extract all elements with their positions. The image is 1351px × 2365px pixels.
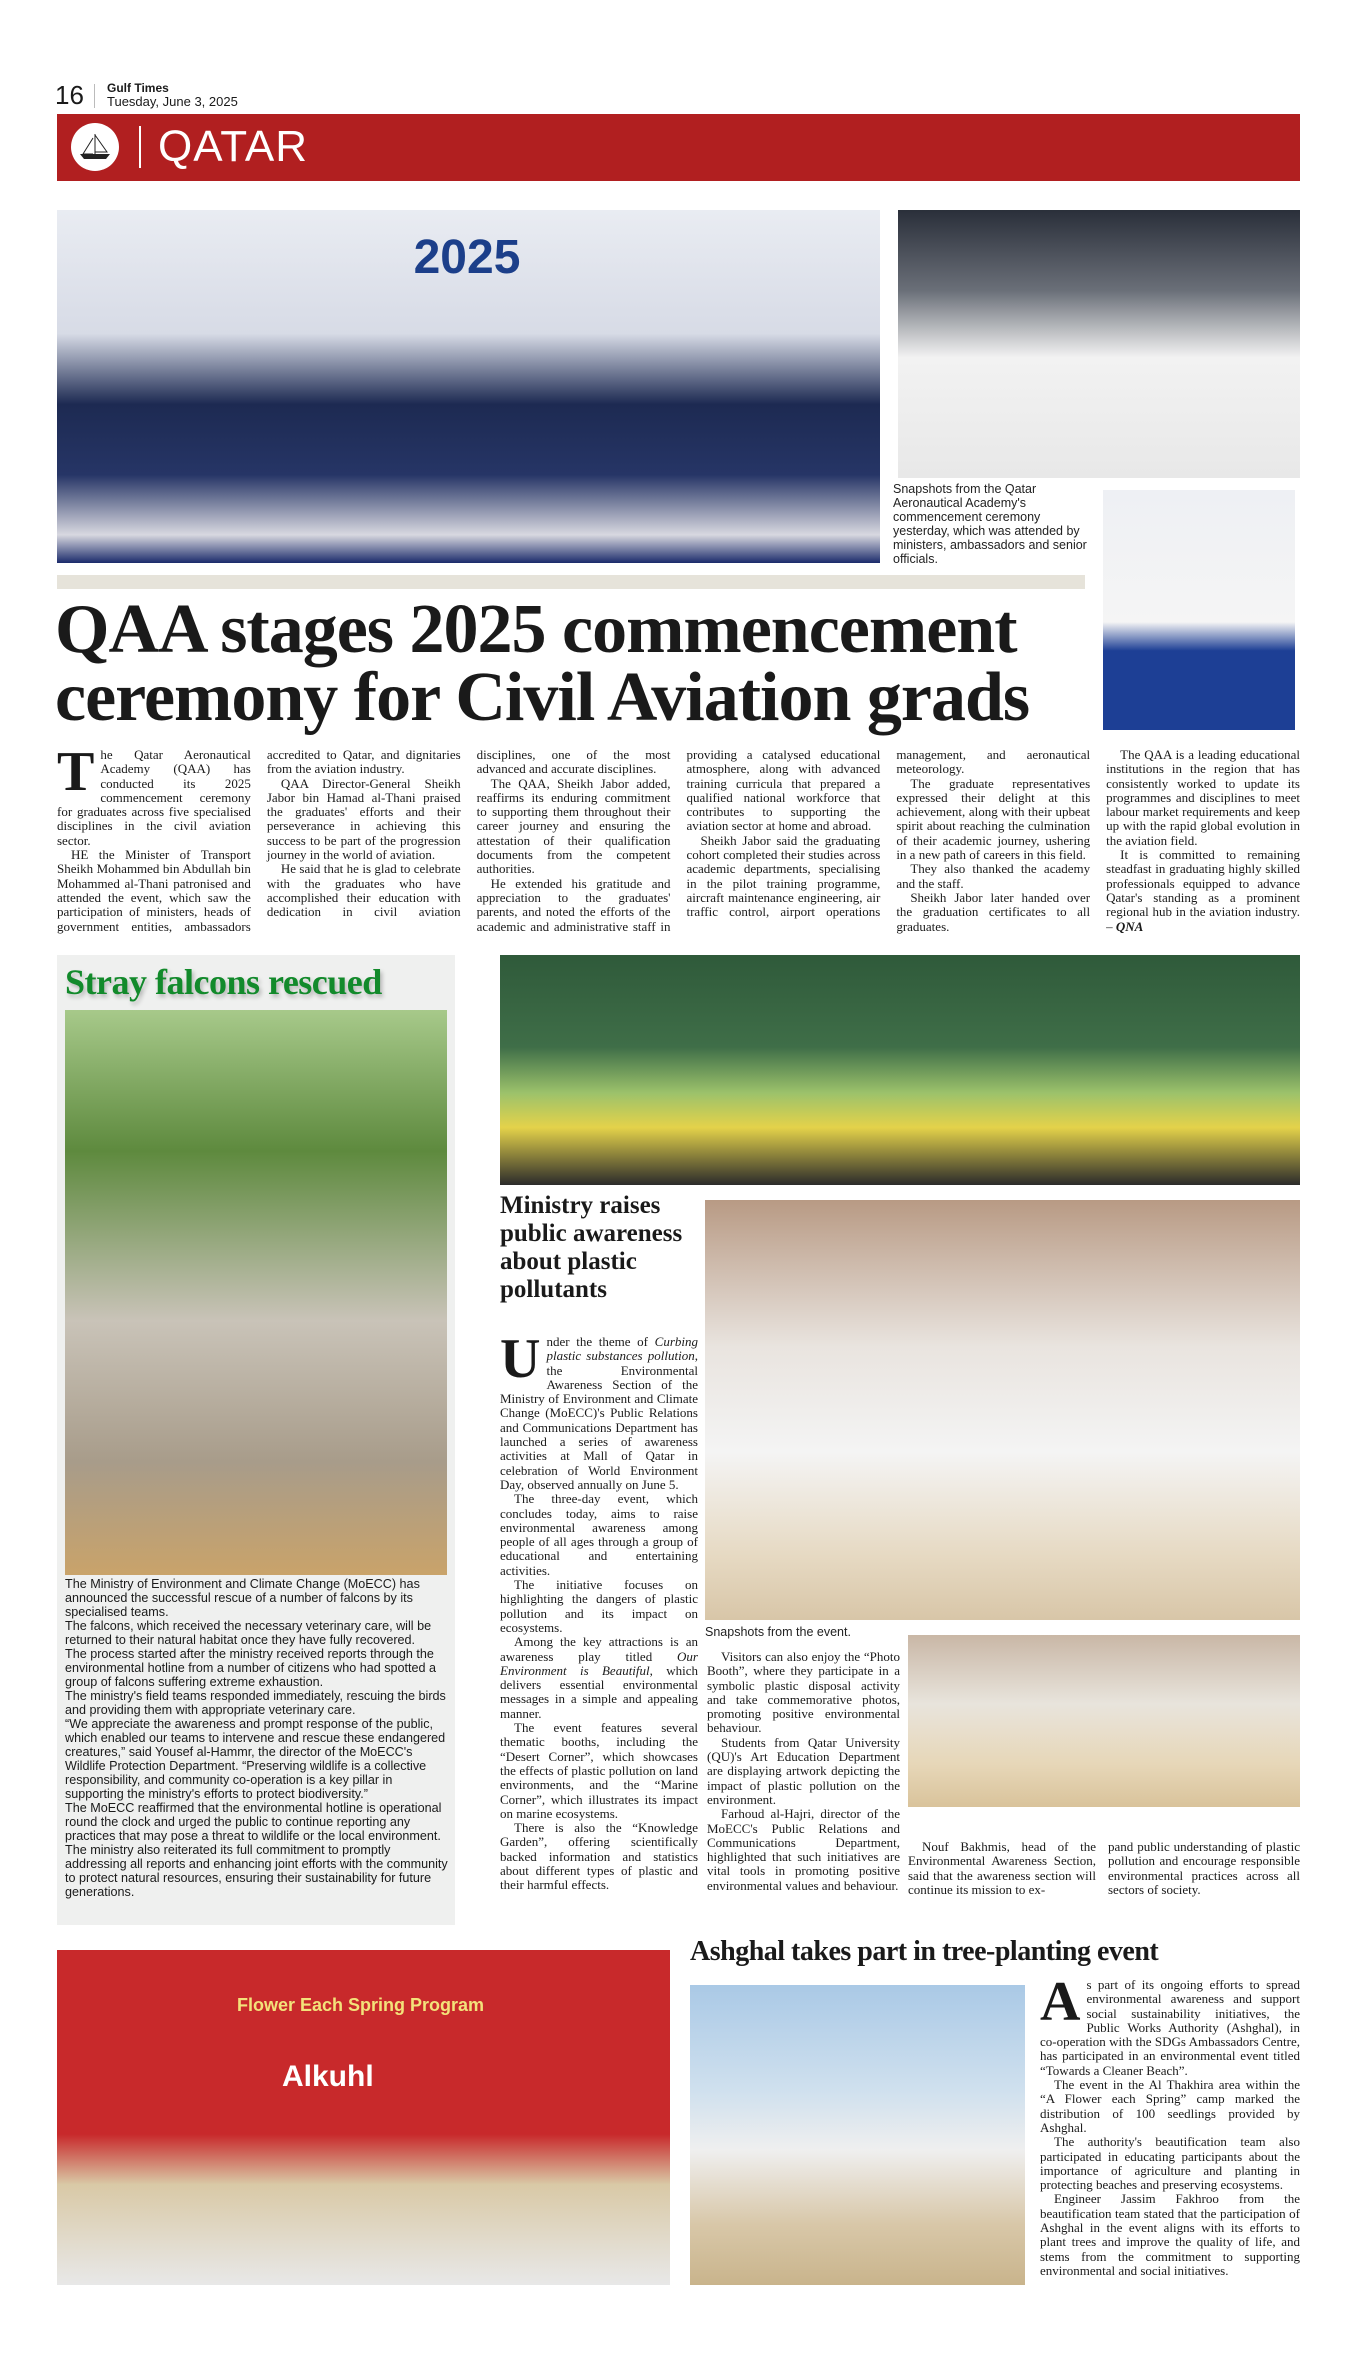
paragraph: Nouf Bakhmis, head of the Environmental Awareness Section, said that the awareness section will continue its mission to ex- bbox=[908, 1839, 1096, 1897]
paragraph: The QAA is a leading educational institutions in the region that has consistently worked to update its programmes and disciplines to meet labour market requirements and keep up with the rapid global evolution in the aviation field. bbox=[1106, 747, 1300, 848]
paragraph: They also thanked the academy and the staff. bbox=[896, 861, 1091, 891]
paragraph: The ministry's field teams responded immediately, rescuing the birds and providing them with appropriate veterinary care. bbox=[65, 1689, 446, 1717]
ministry-headline: Ministry raises public awareness about plastic pollutants bbox=[500, 1192, 683, 1303]
ministry-article-col1 bbox=[500, 1328, 698, 1893]
booth-event-photo bbox=[705, 1200, 1300, 1620]
children-play-photo bbox=[500, 955, 1300, 1185]
graduation-group-photo bbox=[57, 210, 880, 563]
paragraph: The QAA, Sheikh Jabor added, reaffirms its enduring commitment to supporting them throughout their career journey and ensuring the attestation of their qualification documents from the competent authorities. bbox=[476, 775, 671, 877]
text-italic: Curbing plastic substances pollution bbox=[546, 1334, 698, 1364]
falcons-article-body bbox=[65, 1577, 450, 1899]
paragraph: He said that he is glad to celebrate with the graduates who have accomplished their education with dedication in civil aviation disciplines, one of the most advanced and accurate disciplines. bbox=[266, 747, 671, 920]
paragraph: The graduate representatives expressed their delight at this achievement, along with their upbeat spirit about reaching the culmination of their academic journey, ushering in a new path of careers in this field. bbox=[896, 775, 1091, 863]
section-title: QATAR bbox=[158, 122, 309, 171]
drop-cap: U bbox=[500, 1328, 541, 1390]
banner-program-text: Flower Each Spring Program bbox=[237, 1995, 485, 2015]
paragraph: It is committed to remaining steadfast in graduating highly skilled professionals equipped to advance Qatar's standing as a prominent regional hub in the aviation industry. – bbox=[1106, 847, 1300, 934]
paragraph: The event in the Al Thakhira area within the “A Flower each Spring” camp marked the distribution of 100 seedlings provided by Ashghal. bbox=[1040, 2077, 1300, 2135]
text: Among the key attractions is an awareness play titled bbox=[500, 1634, 698, 1664]
drop-cap: A bbox=[1040, 1971, 1081, 2033]
flower-spring-group-photo bbox=[57, 1950, 670, 2285]
paragraph: The process started after the ministry received reports through the environmental hotline from a number of citizens who had spotted a group of falcons suffering extreme exhaustion. bbox=[65, 1647, 437, 1689]
ministry-article-col3 bbox=[908, 1840, 1096, 1897]
banner-divider bbox=[139, 126, 141, 168]
photo-caption: Snapshots from the event. bbox=[705, 1625, 851, 1639]
paragraph: pand public understanding of plastic pollution and encourage responsible environmental practices across all sectors of society. bbox=[1108, 1839, 1300, 1897]
logo-2025-graphic: 2025 bbox=[413, 231, 521, 284]
falcons-headline: Stray falcons rescued bbox=[65, 962, 382, 1002]
publication-info bbox=[107, 82, 238, 108]
ashghal-headline: Ashghal takes part in tree-planting event bbox=[690, 1936, 1159, 1967]
paragraph: The event features several thematic booths, including the “Desert Corner”, which showcases the effects of plastic pollution on land environments, and the “Marine Corner”, which illustrates its impact on marine ecosystems. bbox=[500, 1720, 698, 1821]
photo-caption: Snapshots from the Qatar Aeronautical Academy's commencement ceremony yesterday, which was attended by ministers, ambassadors and senior officials. bbox=[893, 482, 1087, 566]
paragraph: he Qatar Aeronautical Academy (QAA) has conducted its 2025 commencement ceremony for graduates across five specialised disciplines in the civil aviation sector. bbox=[57, 747, 251, 848]
paragraph: Sheikh Jabor later handed over the graduation certificates to all graduates. bbox=[896, 889, 1091, 934]
paragraph: The initiative focuses on highlighting the dangers of plastic pollution and its impact on ecosystems. bbox=[500, 1577, 698, 1635]
text: nder the theme of bbox=[546, 1334, 655, 1349]
rule-bar bbox=[57, 575, 1085, 589]
ministry-article-col2 bbox=[707, 1650, 900, 1893]
qaa-article-body bbox=[57, 741, 1300, 934]
page-number: 16 bbox=[55, 80, 84, 110]
banner-word: Alkuhl bbox=[282, 2060, 374, 2093]
paragraph: “We appreciate the awareness and prompt response of the public, which enabled our teams to intervene and rescue these endangered creatures,” said Yousef al-Hammr, the director of the MoECC's Wildlife Protection Department. “Preserving wildlife is a collective responsibility, and community co-operation is a key pillar in supporting the ministry's efforts to protect biodiversity.” bbox=[65, 1717, 446, 1801]
paragraph: s part of its ongoing efforts to spread environmental awareness and support social sustainability initiatives, the Public Works Authority (Ashghal), in co-operation with the SDGs Ambassadors Centre, has participated in an environmental event titled “Towards a Cleaner Beach”. bbox=[1040, 1977, 1300, 2078]
paragraph: Sheikh Jabor said the graduating cohort completed their studies across academic departments, specialising in the pilot training programme, aircraft maintenance engineering, air traffic control, airport operations management, and aeronautical meteorology. bbox=[686, 747, 1091, 920]
desert-corner-photo bbox=[908, 1635, 1300, 1807]
tree-planting-photo bbox=[690, 1985, 1025, 2285]
paragraph: QAA Director-General Sheikh Jabor bin Hamad al-Thani praised the graduates' efforts and their perseverance in achieving this success to be part of the progression journey in the world of aviation. bbox=[266, 775, 461, 863]
paragraph: The Ministry of Environment and Climate Change (MoECC) has announced the successful rescue of a number of falcons by its specialised teams. bbox=[65, 1577, 420, 1619]
speaker-podium-photo bbox=[1103, 490, 1295, 730]
main-headline: QAA stages 2025 commencement ceremony for Civil Aviation grads bbox=[55, 591, 1030, 736]
ministry-article-col4 bbox=[1108, 1840, 1300, 1897]
paragraph: There is also the “Knowledge Garden”, offering scientifically backed information and statistics about different types of plastic and their harmful effects. bbox=[500, 1820, 698, 1893]
publication-date: Tuesday, June 3, 2025 bbox=[107, 94, 238, 109]
paragraph: The falcons, which received the necessary veterinary care, will be returned to their natural habitat once they have fully recovered. bbox=[65, 1619, 432, 1647]
paragraph: Farhoud al-Hajri, director of the MoECC's Public Relations and Communications Department, highlighted that such initiatives are vital tools in promoting positive environmental values and behaviour. bbox=[707, 1806, 900, 1893]
paragraph: The MoECC reaffirmed that the environmental hotline is operational round the clock and urged the public to continue reporting any practices that may pose a threat to wildlife or the local environment. bbox=[65, 1801, 442, 1843]
ashghal-article-body bbox=[1040, 1971, 1300, 2278]
dhow-logo-icon bbox=[71, 123, 119, 171]
paragraph: The ministry also reiterated its full commitment to promptly addressing all reports and enhancing joint efforts with the community to protect natural resources, ensuring their sustainability for future generations. bbox=[65, 1843, 448, 1899]
paragraph: He extended his gratitude and appreciation to the graduates' parents, and noted the efforts of the academic and administrative staff in providing a catalysed educational atmosphere, along with advanced training curricula that prepared a qualified national workforce that contributes to supporting the aviation sector at home and abroad. bbox=[476, 747, 881, 934]
paragraph: The authority's beautification team also participated in educating participants about the importance of agriculture and planting in protecting beaches and preserving ecosystems. bbox=[1040, 2134, 1300, 2193]
paragraph: Visitors can also enjoy the “Photo Booth”, where they participate in a symbolic plastic disposal activity and take commemorative photos, promoting positive environmental behaviour. bbox=[707, 1649, 900, 1736]
publication-name: Gulf Times bbox=[107, 81, 169, 95]
drop-cap: T bbox=[57, 741, 95, 803]
section-banner bbox=[57, 114, 1300, 181]
paragraph: The three-day event, which concludes today, aims to raise environmental awareness among people of all ages through a group of educational and entertaining activities. bbox=[500, 1491, 698, 1578]
text: , which delivers essential environmental messages in a simple and appealing manner. bbox=[500, 1662, 698, 1721]
paragraph: HE the Minister of Transport Sheikh Mohammed bin Abdullah bin Mohammed al-Thani patronised and attended the event, which saw the participation of ministers, heads of government entities, ambassadors accredited to Qatar, and dignitaries from the aviation industry. bbox=[57, 747, 461, 934]
text: , the Environmental Awareness Section of the Ministry of Environment and Climate Change (MoECC)'s Public Relations and Communications Department has launched a series of awareness activities at Mall of Qatar in celebration of World Environment Day, observed annually on June 5. bbox=[500, 1348, 698, 1492]
falcon-photo bbox=[65, 1010, 447, 1575]
falcons-panel bbox=[57, 955, 455, 1925]
paragraph: Engineer Jassim Fakhroo from the beautification team stated that the participation of Ashghal in the event aligns with its efforts to plant trees and improve the quality of life, and stems from the commitment to supporting environmental and social initiatives. bbox=[1040, 2191, 1300, 2278]
ministers-audience-photo bbox=[898, 210, 1300, 478]
divider bbox=[94, 84, 95, 108]
paragraph: Students from Qatar University (QU)'s Art Education Department are displaying artwork depicting the impact of plastic pollution on the environment. bbox=[707, 1734, 900, 1807]
text-italic: Our Environment is Beautiful bbox=[500, 1648, 698, 1678]
byline: QNA bbox=[1115, 918, 1144, 934]
